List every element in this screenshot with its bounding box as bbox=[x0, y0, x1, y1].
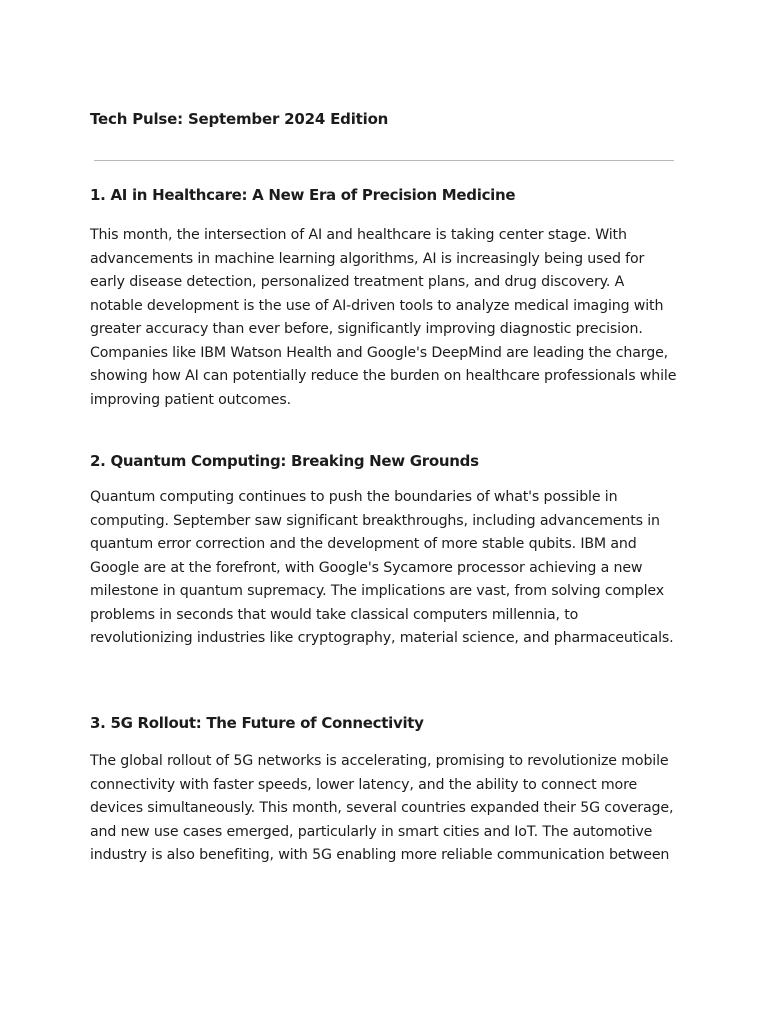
section-quantum-computing bbox=[90, 450, 680, 646]
section-body: The global rollout of 5G networks is accelerating, promising to revolutionize mobile connectivity with faster speeds, lower latency, and the ability to connect more devices simultaneously. This month, several countries expanded their 5G coverage, and new use cases emerged, particularly in smart cities and IoT. The automotive industry is also benefiting, with 5G enabling more reliable communication between bbox=[90, 753, 674, 863]
document-title: Tech Pulse: September 2024 Edition bbox=[90, 110, 389, 128]
section-body: Quantum computing continues to push the boundaries of what's possible in computing. September saw significant breakthroughs, including advancements in quantum error correction and the development of more stable qubits. IBM and Google are at the forefront, with Google's Sycamore processor achieving a new milestone in quantum supremacy. The implications are vast, from solving complex problems in seconds that would take classical computers millennia, to revolutionizing industries like cryptography, material science, and pharmaceuticals. bbox=[90, 489, 674, 646]
section-heading: 1. AI in Healthcare: A New Era of Precision Medicine bbox=[90, 186, 516, 204]
section-ai-healthcare bbox=[90, 184, 680, 408]
horizontal-divider bbox=[94, 160, 674, 161]
section-heading: 3. 5G Rollout: The Future of Connectivity bbox=[90, 714, 424, 732]
section-heading: 2. Quantum Computing: Breaking New Grounds bbox=[90, 452, 479, 470]
section-body: This month, the intersection of AI and healthcare is taking center stage. With advancements in machine learning algorithms, AI is increasingly being used for early disease detection, personalized treatment plans, and drug discovery. A notable development is the use of AI-driven tools to analyze medical imaging with greater accuracy than ever before, significantly improving diagnostic precision. Companies like IBM Watson Health and Google's DeepMind are leading the charge, showing how AI can potentially reduce the burden on healthcare professionals while improving patient outcomes. bbox=[90, 227, 677, 408]
section-5g-rollout bbox=[90, 712, 680, 863]
